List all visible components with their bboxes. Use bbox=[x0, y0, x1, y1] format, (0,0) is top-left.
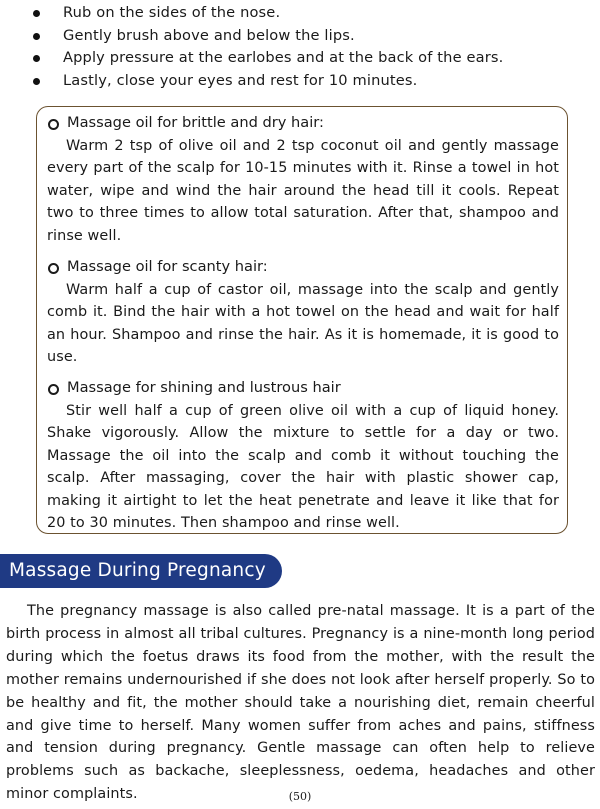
list-item-text: Lastly, close your eyes and rest for 10 minutes. bbox=[63, 71, 418, 89]
bullet-icon bbox=[33, 78, 40, 85]
tip-heading-text: Massage for shining and lustrous hair bbox=[67, 379, 341, 396]
ring-bullet-icon bbox=[48, 119, 59, 130]
list-item-text: Apply pressure at the earlobes and at the back of the ears. bbox=[63, 49, 504, 66]
list-item bbox=[30, 70, 590, 93]
tip-heading bbox=[47, 377, 559, 400]
tip-body: Warm 2 tsp of olive oil and 2 tsp coconut oil and gently massage every part of the scalp for 10-15 minutes with it. Rinse a towel in hot water, wipe and wind the hair around the head till it cools. Repeat two to three times to allow total saturation. After that, shampoo and rinse well. bbox=[47, 137, 559, 244]
list-item bbox=[30, 2, 590, 25]
hair-oil-tips-box bbox=[36, 106, 568, 534]
ring-bullet-icon bbox=[48, 384, 59, 395]
page-number: (50) bbox=[288, 790, 312, 803]
tip-heading-text: Massage oil for brittle and dry hair: bbox=[67, 114, 324, 131]
tip-scanty-hair bbox=[47, 256, 559, 369]
bullet-icon bbox=[33, 33, 40, 40]
bullet-icon bbox=[33, 55, 40, 62]
tip-brittle-dry-hair bbox=[47, 112, 559, 247]
bullet-icon bbox=[33, 10, 40, 17]
list-item bbox=[30, 47, 590, 70]
list-item bbox=[30, 25, 590, 48]
ring-bullet-icon bbox=[48, 263, 59, 274]
tip-heading bbox=[47, 256, 559, 279]
list-item-text: Rub on the sides of the nose. bbox=[63, 4, 281, 21]
section-paragraph: The pregnancy massage is also called pre-natal massage. It is a part of the birth process in almost all tribal cultures. Pregnancy is a nine-month long period during which the foetus draws its food from the mother, with the result the mother remains undernourished if she does not look after herself properly. So to be healthy and fit, the mother should take a nourishing diet, remain cheerful and give time to herself. Many women suffer from aches and pains, stiffness and tension during pregnancy. Gentle massage can often help to relieve problems such as backache, sleeplessness, oedema, headaches and other minor complaints. bbox=[6, 603, 595, 803]
list-item-text: Gently brush above and below the lips. bbox=[63, 26, 355, 44]
section-title: Massage During Pregnancy bbox=[9, 560, 266, 581]
tip-shining-lustrous-hair bbox=[47, 377, 559, 535]
tip-heading-text: Massage oil for scanty hair: bbox=[67, 258, 268, 275]
section-heading-banner bbox=[0, 554, 282, 588]
tip-body: Stir well half a cup of green olive oil with a cup of liquid honey. Shake vigorously. Allow the mixture to settle for a day or two. Massage the oil into the scalp and comb it without touching the scalp. After massaging, cover the hair with plastic shower cap, making it airtight to let the heat penetrate and leave it like that for 20 to 30 minutes. Then shampoo and rinse well. bbox=[47, 402, 559, 532]
tip-heading bbox=[47, 112, 559, 135]
face-massage-steps-list bbox=[30, 2, 590, 92]
tip-body: Warm half a cup of castor oil, massage into the scalp and gently comb it. Bind the hair with a hot towel on the head and wait for half an hour. Shampoo and rinse the hair. As it is homemade, it is good to use. bbox=[47, 281, 559, 366]
